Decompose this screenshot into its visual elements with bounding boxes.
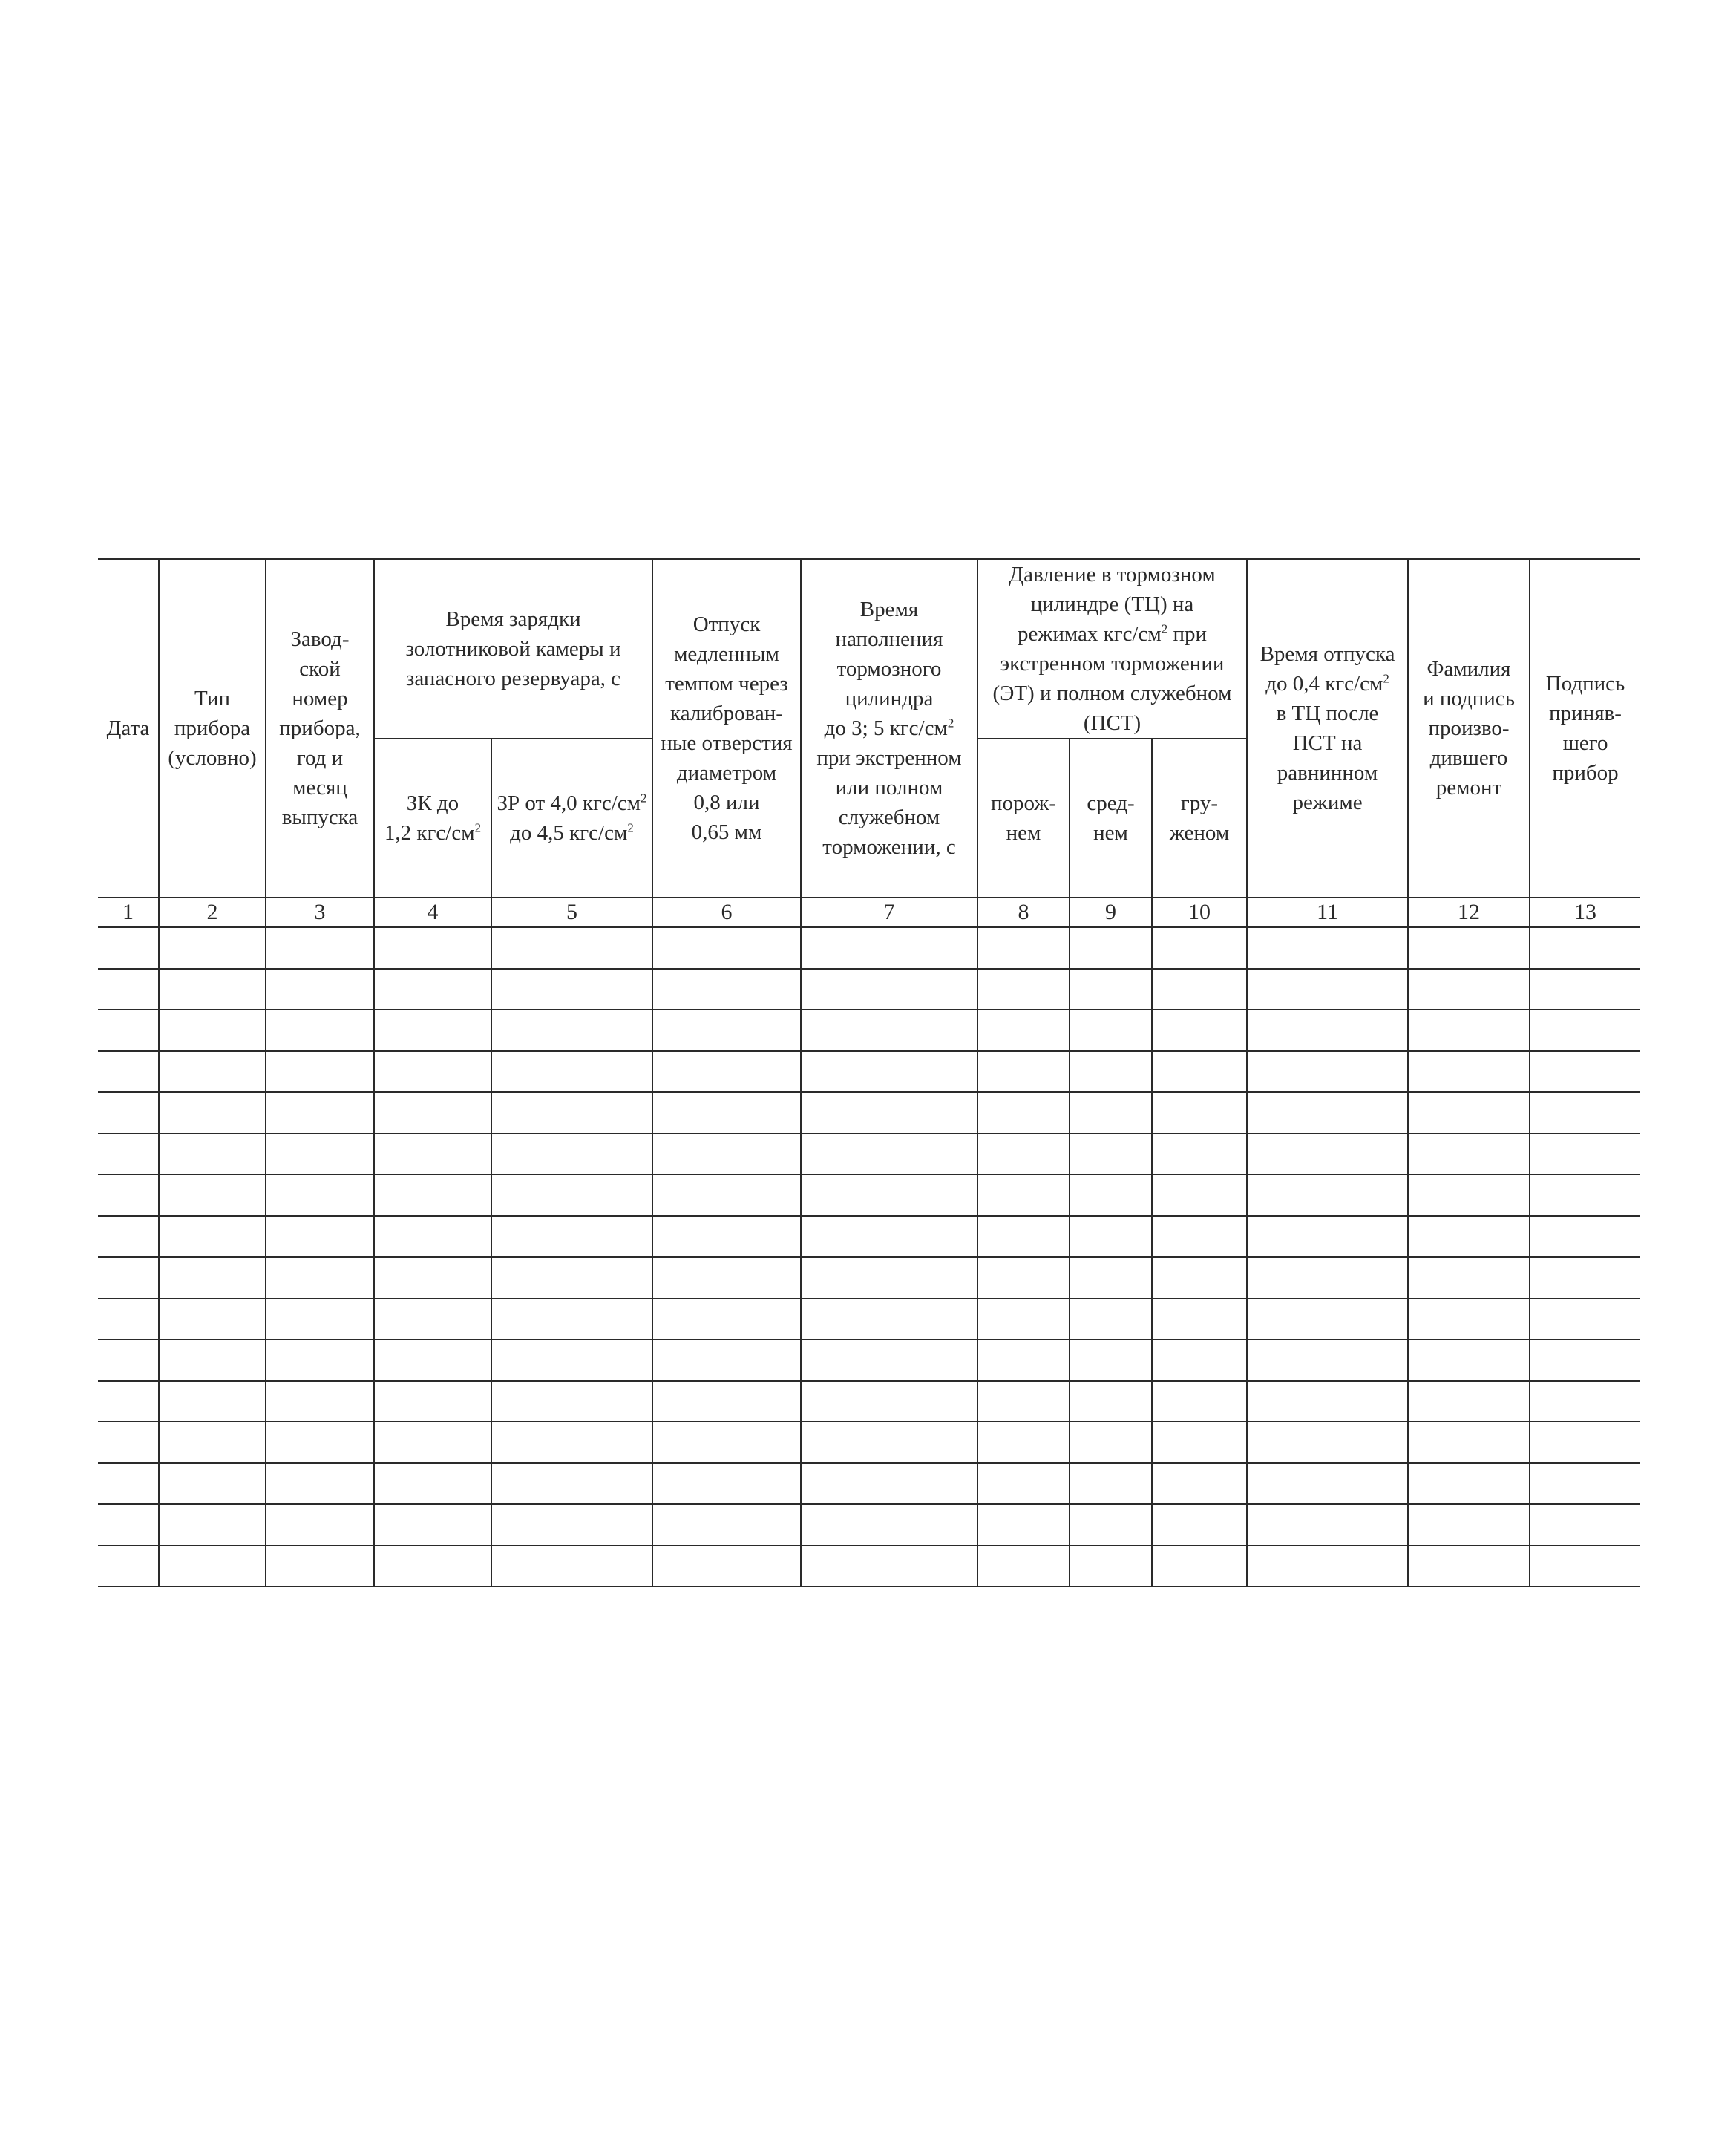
table-cell[interactable] — [159, 1216, 266, 1258]
table-cell[interactable] — [1408, 1257, 1530, 1298]
header-receiver: Подпись приняв- шего прибор — [1530, 559, 1640, 898]
table-cell[interactable] — [977, 1298, 1070, 1340]
charging-zk-sup: 2 — [474, 820, 482, 835]
table-cell[interactable] — [652, 927, 801, 969]
table-cell[interactable] — [266, 1381, 374, 1422]
table-cell[interactable] — [1408, 1546, 1530, 1587]
column-number: 1 — [98, 898, 159, 927]
table-cell[interactable] — [1070, 1092, 1152, 1134]
table-cell[interactable] — [1530, 1010, 1640, 1051]
table-cell[interactable] — [801, 1546, 977, 1587]
header-charging-zr — [491, 739, 652, 898]
table-cell[interactable] — [977, 1422, 1070, 1463]
table-cell[interactable] — [977, 1051, 1070, 1093]
table-cell[interactable] — [1247, 1010, 1408, 1051]
table-cell[interactable] — [801, 927, 977, 969]
table-cell[interactable] — [98, 1216, 159, 1258]
table-row — [98, 1257, 1640, 1298]
table-cell[interactable] — [801, 1257, 977, 1298]
header-release-time — [1247, 559, 1408, 898]
table-cell[interactable] — [374, 1381, 491, 1422]
table-cell[interactable] — [1247, 1463, 1408, 1505]
table-cell[interactable] — [652, 1298, 801, 1340]
table-cell[interactable] — [801, 1339, 977, 1381]
table-cell[interactable] — [1247, 1504, 1408, 1546]
table-row — [98, 927, 1640, 969]
table-cell[interactable] — [801, 1051, 977, 1093]
table-cell[interactable] — [1247, 1422, 1408, 1463]
table-cell[interactable] — [491, 1504, 652, 1546]
table-cell[interactable] — [1530, 927, 1640, 969]
table-cell[interactable] — [801, 1298, 977, 1340]
column-number: 7 — [801, 898, 977, 927]
table-cell[interactable] — [652, 1051, 801, 1093]
table-cell[interactable] — [977, 1546, 1070, 1587]
table-row — [98, 1216, 1640, 1258]
table-cell[interactable] — [652, 1504, 801, 1546]
table-cell[interactable] — [1530, 1134, 1640, 1175]
table-cell[interactable] — [374, 1298, 491, 1340]
table-cell[interactable] — [652, 1546, 801, 1587]
table-row — [98, 1422, 1640, 1463]
table-cell[interactable] — [652, 1257, 801, 1298]
column-number: 8 — [977, 898, 1070, 927]
column-number: 5 — [491, 898, 652, 927]
table-cell[interactable] — [491, 1463, 652, 1505]
table-cell[interactable] — [266, 1339, 374, 1381]
table-cell[interactable] — [1152, 1257, 1247, 1298]
table-cell[interactable] — [801, 1422, 977, 1463]
column-number: 9 — [1070, 898, 1152, 927]
table-cell[interactable] — [491, 1092, 652, 1134]
table-cell[interactable] — [1408, 1504, 1530, 1546]
table-cell[interactable] — [801, 1463, 977, 1505]
release-time-sup: 2 — [1383, 671, 1389, 686]
table-cell[interactable] — [266, 1546, 374, 1587]
table-cell[interactable] — [1408, 1463, 1530, 1505]
table-cell[interactable] — [159, 1051, 266, 1093]
table-cell[interactable] — [98, 1051, 159, 1093]
table-cell[interactable] — [652, 1422, 801, 1463]
pressure-sup: 2 — [1161, 621, 1168, 636]
table-cell[interactable] — [491, 1051, 652, 1093]
table-cell[interactable] — [801, 1092, 977, 1134]
header-medium-mode: сред- нем — [1070, 739, 1152, 898]
table-cell[interactable] — [374, 969, 491, 1010]
table-cell[interactable] — [266, 1051, 374, 1093]
column-number: 11 — [1247, 898, 1408, 927]
table-row — [98, 969, 1640, 1010]
table-cell[interactable] — [491, 1422, 652, 1463]
table-cell[interactable] — [1530, 1422, 1640, 1463]
table-cell[interactable] — [266, 1504, 374, 1546]
table-cell[interactable] — [1530, 1092, 1640, 1134]
table-cell[interactable] — [977, 1174, 1070, 1216]
table-cell[interactable] — [1408, 1339, 1530, 1381]
table-cell[interactable] — [491, 1381, 652, 1422]
table-row — [98, 1092, 1640, 1134]
table-cell[interactable] — [1408, 1422, 1530, 1463]
table-cell[interactable] — [491, 1339, 652, 1381]
table-cell[interactable] — [266, 1422, 374, 1463]
release-time-top: Время отпуска до 0,4 кгс/см — [1260, 642, 1395, 696]
pressure-line2: при экстренном торможении (ЭТ) и полном служебном (ПСТ) — [992, 622, 1232, 735]
table-cell[interactable] — [491, 1134, 652, 1175]
table-cell[interactable] — [98, 1504, 159, 1546]
table-cell[interactable] — [1070, 1257, 1152, 1298]
table-cell[interactable] — [98, 1134, 159, 1175]
header-charging-time: Время зарядки золотниковой камеры и запасного резервуара, с — [374, 559, 652, 739]
table-cell[interactable] — [652, 1381, 801, 1422]
table-cell[interactable] — [1152, 1092, 1247, 1134]
table-cell[interactable] — [1408, 927, 1530, 969]
table-row — [98, 1134, 1640, 1175]
table-cell[interactable] — [491, 1010, 652, 1051]
table-cell[interactable] — [98, 1339, 159, 1381]
charging-zr-sup2: 2 — [627, 820, 634, 835]
table-row — [98, 1051, 1640, 1093]
table-cell[interactable] — [266, 1010, 374, 1051]
table-cell[interactable] — [977, 1381, 1070, 1422]
table-cell[interactable] — [1247, 1339, 1408, 1381]
table-cell[interactable] — [1070, 1339, 1152, 1381]
table-cell[interactable] — [374, 1422, 491, 1463]
table-row — [98, 1339, 1640, 1381]
table-cell[interactable] — [1530, 1504, 1640, 1546]
table-cell[interactable] — [98, 1257, 159, 1298]
release-time-bottom: в ТЦ после ПСТ на равнинном режиме — [1276, 702, 1379, 814]
table-cell[interactable] — [1152, 1422, 1247, 1463]
table-row — [98, 1298, 1640, 1340]
charging-zr-sup1: 2 — [641, 791, 647, 805]
table-cell[interactable] — [977, 1216, 1070, 1258]
table-cell[interactable] — [977, 1134, 1070, 1175]
table-cell[interactable] — [801, 1216, 977, 1258]
column-number: 10 — [1152, 898, 1247, 927]
table-cell[interactable] — [1070, 1174, 1152, 1216]
table-cell[interactable] — [1247, 1051, 1408, 1093]
table-cell[interactable] — [1530, 1463, 1640, 1505]
table-cell[interactable] — [1152, 1051, 1247, 1093]
table-cell[interactable] — [1070, 1422, 1152, 1463]
table-cell[interactable] — [801, 1134, 977, 1175]
table-cell[interactable] — [159, 1546, 266, 1587]
table-cell[interactable] — [1530, 1298, 1640, 1340]
table-cell[interactable] — [1247, 1298, 1408, 1340]
table-cell[interactable] — [98, 969, 159, 1010]
header-charging-zk — [374, 739, 491, 898]
table-cell[interactable] — [1247, 969, 1408, 1010]
table-cell[interactable] — [159, 1381, 266, 1422]
table-cell[interactable] — [1152, 927, 1247, 969]
column-number-row — [98, 898, 1640, 927]
table-cell[interactable] — [374, 1504, 491, 1546]
table-cell[interactable] — [491, 1298, 652, 1340]
table-cell[interactable] — [1408, 1092, 1530, 1134]
header-fill-time — [801, 559, 977, 898]
table-cell[interactable] — [1070, 1051, 1152, 1093]
table-cell[interactable] — [159, 1504, 266, 1546]
table-cell[interactable] — [374, 927, 491, 969]
table-cell[interactable] — [374, 1216, 491, 1258]
table-cell[interactable] — [1408, 1174, 1530, 1216]
column-number: 4 — [374, 898, 491, 927]
charging-zk-text: ЗК до 1,2 кгс/см — [384, 791, 475, 845]
header-loaded-mode: гру- женом — [1152, 739, 1247, 898]
table-cell[interactable] — [1530, 1257, 1640, 1298]
charging-zr-line1: ЗР от 4,0 кгс/см — [497, 791, 641, 815]
table-cell[interactable] — [159, 927, 266, 969]
table-cell[interactable] — [1530, 1339, 1640, 1381]
table-cell[interactable] — [159, 1257, 266, 1298]
table-cell[interactable] — [98, 1010, 159, 1051]
header-device-type: Тип прибора (условно) — [159, 559, 266, 898]
table-cell[interactable] — [98, 927, 159, 969]
journal-body — [98, 927, 1640, 1586]
table-cell[interactable] — [652, 1092, 801, 1134]
table-cell[interactable] — [1247, 1381, 1408, 1422]
column-number: 12 — [1408, 898, 1530, 927]
table-cell[interactable] — [491, 1174, 652, 1216]
table-cell[interactable] — [491, 1257, 652, 1298]
table-cell[interactable] — [652, 1174, 801, 1216]
table-cell[interactable] — [1408, 1298, 1530, 1340]
table-cell[interactable] — [652, 1339, 801, 1381]
table-cell[interactable] — [801, 1174, 977, 1216]
table-cell[interactable] — [652, 1216, 801, 1258]
table-cell[interactable] — [491, 927, 652, 969]
table-cell[interactable] — [1152, 1134, 1247, 1175]
table-cell[interactable] — [266, 927, 374, 969]
table-row — [98, 1546, 1640, 1587]
table-cell[interactable] — [1247, 1257, 1408, 1298]
table-cell[interactable] — [159, 1174, 266, 1216]
charging-zr-line2: до 4,5 кгс/см — [510, 821, 628, 845]
table-cell[interactable] — [98, 1546, 159, 1587]
table-cell[interactable] — [491, 1546, 652, 1587]
table-cell[interactable] — [977, 1504, 1070, 1546]
table-cell[interactable] — [1247, 1546, 1408, 1587]
table-cell[interactable] — [1530, 1381, 1640, 1422]
table-cell[interactable] — [1530, 1051, 1640, 1093]
fill-time-top: Время наполнения тормозного цилиндра до 3; 5 кгс/см — [824, 598, 948, 740]
header-date: Дата — [98, 559, 159, 898]
table-cell[interactable] — [159, 969, 266, 1010]
header-slow-release: Отпуск медленным темпом через калиброван- ные отверстия диаметром 0,8 или 0,65 мм — [652, 559, 801, 898]
table-cell[interactable] — [374, 1010, 491, 1051]
table-cell[interactable] — [1070, 1010, 1152, 1051]
table-cell[interactable] — [977, 1339, 1070, 1381]
pressure-line1: Давление в тормозном цилиндре (ТЦ) на режимах кгс/см — [1009, 563, 1216, 646]
table-row — [98, 1463, 1640, 1505]
table-cell[interactable] — [801, 1381, 977, 1422]
column-number: 6 — [652, 898, 801, 927]
table-cell[interactable] — [977, 969, 1070, 1010]
header-empty-mode: порож- нем — [977, 739, 1070, 898]
table-cell[interactable] — [1408, 1381, 1530, 1422]
table-cell[interactable] — [491, 969, 652, 1010]
table-cell[interactable] — [266, 1174, 374, 1216]
table-cell[interactable] — [159, 1298, 266, 1340]
table-cell[interactable] — [374, 1134, 491, 1175]
table-cell[interactable] — [652, 969, 801, 1010]
table-cell[interactable] — [98, 1174, 159, 1216]
table-cell[interactable] — [1152, 1216, 1247, 1258]
table-cell[interactable] — [977, 1010, 1070, 1051]
table-cell[interactable] — [98, 1422, 159, 1463]
table-cell[interactable] — [977, 1463, 1070, 1505]
table-cell[interactable] — [266, 1092, 374, 1134]
table-cell[interactable] — [1070, 1298, 1152, 1340]
fill-time-sup: 2 — [947, 716, 954, 731]
table-cell[interactable] — [977, 1092, 1070, 1134]
table-cell[interactable] — [266, 969, 374, 1010]
table-cell[interactable] — [1070, 1504, 1152, 1546]
table-row — [98, 1174, 1640, 1216]
table-cell[interactable] — [1530, 1216, 1640, 1258]
table-cell[interactable] — [1070, 969, 1152, 1010]
table-cell[interactable] — [1247, 1092, 1408, 1134]
table-cell[interactable] — [801, 969, 977, 1010]
header-repairer: Фамилия и подпись произво- дившего ремонт — [1408, 559, 1530, 898]
table-cell[interactable] — [374, 1339, 491, 1381]
table-cell[interactable] — [266, 1257, 374, 1298]
table-cell[interactable] — [1070, 1546, 1152, 1587]
table-cell[interactable] — [1152, 1504, 1247, 1546]
table-cell[interactable] — [1408, 1051, 1530, 1093]
table-cell[interactable] — [1070, 927, 1152, 969]
table-cell[interactable] — [266, 1134, 374, 1175]
table-cell[interactable] — [266, 1298, 374, 1340]
table-cell[interactable] — [159, 1339, 266, 1381]
table-cell[interactable] — [1247, 1174, 1408, 1216]
table-cell[interactable] — [1152, 1381, 1247, 1422]
table-cell[interactable] — [1247, 1216, 1408, 1258]
table-cell[interactable] — [374, 1174, 491, 1216]
header-pressure — [977, 559, 1247, 739]
fill-time-bottom: при экстренном или полном служебном торможении, с — [816, 746, 962, 859]
table-cell[interactable] — [98, 1298, 159, 1340]
table-row — [98, 1504, 1640, 1546]
table-cell[interactable] — [491, 1216, 652, 1258]
column-number: 13 — [1530, 898, 1640, 927]
table-cell[interactable] — [1070, 1134, 1152, 1175]
table-cell[interactable] — [374, 1463, 491, 1505]
table-cell[interactable] — [1152, 1546, 1247, 1587]
journal-sheet — [98, 558, 1640, 1587]
column-number: 2 — [159, 898, 266, 927]
table-cell[interactable] — [374, 1092, 491, 1134]
table-cell[interactable] — [159, 1010, 266, 1051]
table-row — [98, 1381, 1640, 1422]
table-cell[interactable] — [159, 1092, 266, 1134]
table-cell[interactable] — [801, 1504, 977, 1546]
table-cell[interactable] — [1408, 1010, 1530, 1051]
table-cell[interactable] — [374, 1051, 491, 1093]
table-cell[interactable] — [266, 1216, 374, 1258]
table-cell[interactable] — [1408, 1134, 1530, 1175]
table-cell[interactable] — [98, 1381, 159, 1422]
table-cell[interactable] — [801, 1010, 977, 1051]
table-cell[interactable] — [374, 1546, 491, 1587]
table-cell[interactable] — [1152, 969, 1247, 1010]
table-cell[interactable] — [977, 927, 1070, 969]
column-number: 3 — [266, 898, 374, 927]
table-cell[interactable] — [1152, 1463, 1247, 1505]
table-cell[interactable] — [159, 1422, 266, 1463]
table-cell[interactable] — [977, 1257, 1070, 1298]
table-cell[interactable] — [98, 1092, 159, 1134]
table-cell[interactable] — [1070, 1216, 1152, 1258]
table-cell[interactable] — [1070, 1463, 1152, 1505]
table-cell[interactable] — [1530, 1546, 1640, 1587]
table-cell[interactable] — [1530, 1174, 1640, 1216]
table-cell[interactable] — [1070, 1381, 1152, 1422]
header-serial-number: Завод- ской номер прибора, год и месяц выпуска — [266, 559, 374, 898]
table-cell[interactable] — [1152, 1010, 1247, 1051]
table-cell[interactable] — [1152, 1174, 1247, 1216]
table-cell[interactable] — [98, 1463, 159, 1505]
table-cell[interactable] — [266, 1463, 374, 1505]
table-cell[interactable] — [652, 1134, 801, 1175]
table-cell[interactable] — [1408, 969, 1530, 1010]
table-cell[interactable] — [374, 1257, 491, 1298]
table-cell[interactable] — [1247, 1134, 1408, 1175]
table-cell[interactable] — [1152, 1298, 1247, 1340]
table-cell[interactable] — [1408, 1216, 1530, 1258]
repair-journal-table — [98, 558, 1640, 1587]
table-cell[interactable] — [1152, 1339, 1247, 1381]
table-cell[interactable] — [159, 1134, 266, 1175]
table-cell[interactable] — [1247, 927, 1408, 969]
table-cell[interactable] — [1530, 969, 1640, 1010]
table-row — [98, 1010, 1640, 1051]
table-cell[interactable] — [159, 1463, 266, 1505]
table-cell[interactable] — [652, 1463, 801, 1505]
table-cell[interactable] — [652, 1010, 801, 1051]
